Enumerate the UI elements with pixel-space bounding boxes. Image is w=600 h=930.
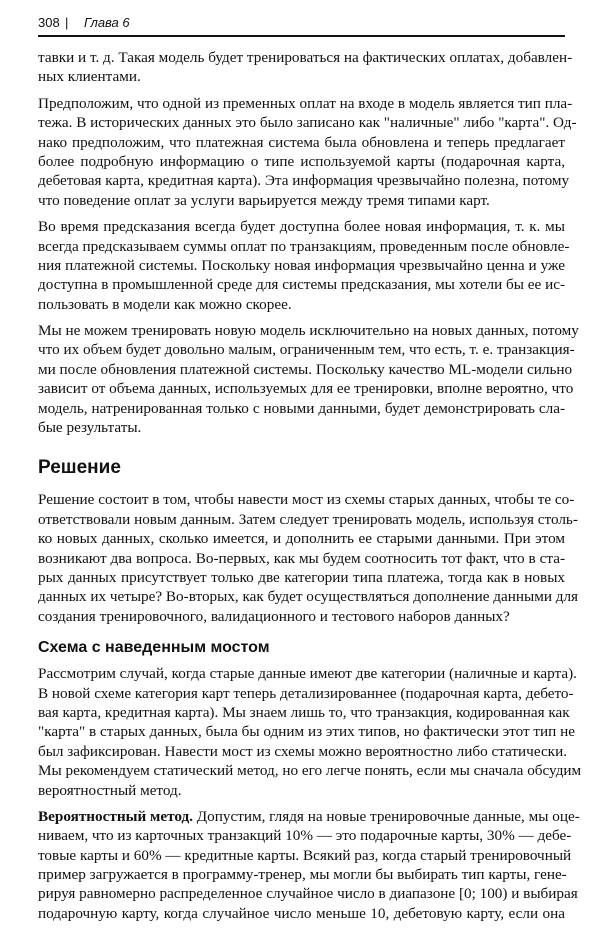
subsection-heading: Схема с наведенным мостом: [38, 639, 270, 657]
header-separator: |: [65, 15, 69, 30]
text-line: дебетовая карта, кредитная карта). Эта информация чрезвычайно полезна, потому: [38, 172, 570, 190]
text-line: Решение состоит в том, чтобы навести мост из схемы старых данных, чтобы те со-: [38, 491, 575, 509]
text-line: модель, натренированная только с новыми данными, будет демонстрировать сла-: [38, 399, 565, 417]
text-line: подарочную карту, когда случайное число меньше 10, дебетовую карту, если она: [38, 904, 565, 922]
text-line: рых данных присутствует только две категории типа платежа, тогда как в новых: [38, 568, 565, 586]
paragraph: [38, 664, 582, 800]
paragraph: [38, 807, 580, 923]
text-line: вая карта, кредитная карта). Мы знаем лишь то, что транзакция, кодированная как: [38, 703, 570, 721]
text-line: Рассмотрим случай, когда старые данные имеют две категории (наличные и карта).: [38, 665, 577, 683]
text-line: данных их четыре? Во-вторых, как будет осуществляться дополнение данными для: [38, 588, 579, 606]
running-header: [38, 11, 565, 37]
paragraph: [38, 48, 573, 87]
text-line: "карта" в старых данных, была бы одним из этих типов, но фактически этот тип не: [38, 723, 575, 741]
run-in-heading: Вероятностный метод.: [38, 807, 193, 825]
text-line: товые карты и 60% — кредитные карты. Всякий раз, когда старый тренировочный: [38, 846, 572, 864]
text-line: Мы не можем тренировать новую модель исключительно на новых данных, потому: [38, 322, 579, 340]
text-line: всегда предсказываем суммы оплат по транзакциям, проведенным после обновле-: [38, 237, 570, 255]
page-body: [38, 48, 582, 930]
text-line: ко новых данных, сколько имеется, и дополнить ее старыми данными. При этом: [38, 530, 565, 548]
text-line: зависит от объема данных, используемых для ее тренировки, вполне вероятно, что: [38, 380, 574, 398]
text-line: ниваем, что из карточных транзакций 10% — это подарочные карты, 30% — дебе-: [38, 827, 572, 845]
text-line: ответствовали новым данным. Затем следует тренировать модель, используя столь-: [38, 510, 578, 528]
text-line: Во время предсказания всегда будет доступна более новая информация, т. к. мы: [38, 218, 565, 236]
text-line: ми после обновления платежной системы. Поскольку качество ML-модели сильно: [38, 360, 573, 378]
text-line: [38, 807, 580, 826]
text-line: создания тренировочного, валидационного и тестового наборов данных?: [38, 607, 510, 625]
text-line: В новой схеме категория карт теперь детализированнее (подарочная карта, дебето-: [38, 684, 574, 702]
text-line: тавки и т. д. Такая модель будет тренироваться на фактических оплатах, добавлен-: [38, 49, 573, 66]
paragraph: [38, 321, 579, 437]
text-line: бые результаты.: [38, 419, 142, 437]
text-line: более подробную информацию о типе используемой карты (подарочная карта,: [38, 152, 565, 170]
text-line: ных клиентами.: [38, 68, 141, 86]
paragraph: [38, 217, 570, 314]
paragraph: [38, 94, 577, 210]
text-line: доступна в промышленной среде для системы предсказания, мы хотели бы ее ис-: [38, 276, 565, 294]
section-heading: Решение: [38, 457, 121, 479]
text-line: пользовать в модели как можно скорее.: [38, 295, 292, 313]
text-line: что поведение оплат за услуги варьируется между тремя типами карт.: [38, 191, 490, 209]
text-line: был зафиксирован. Навести мост из схемы можно вероятностно либо статически.: [38, 742, 567, 760]
text-run: Допустим, глядя на новые тренировочные данные, мы оце-: [192, 807, 580, 825]
text-line: рируя равномерно распределенное случайное число в диапазоне [0; 100) и выбирая: [38, 885, 578, 903]
text-line: что их объем будет довольно малым, ограниченным тем, что есть, т. е. транзакция-: [38, 341, 575, 359]
paragraph: [38, 490, 579, 626]
text-line: вероятностный метод.: [38, 781, 182, 799]
text-line: Мы рекомендуем статический метод, но его легче понять, если мы сначала обсудим: [38, 762, 582, 780]
chapter-title: Глава 6: [84, 15, 130, 30]
text-line: возникают два вопроса. Во-первых, как мы будем соотносить тот факт, что в ста-: [38, 549, 565, 567]
page-number: 308: [38, 15, 60, 30]
text-line: нако предположим, что платежная система была обновлена и теперь предлагает: [38, 133, 565, 151]
text-line: Предположим, что одной из пременных оплат на входе в модель является тип пла-: [38, 94, 573, 112]
text-line: пример загружается в программу-тренер, мы могли бы выбирать тип карты, гене-: [38, 866, 567, 884]
text-line: тежа. В исторических данных это было записано как "наличные" либо "карта". Од-: [38, 114, 577, 132]
text-line: ния платежной системы. Поскольку новая информация чрезвычайно ценна и уже: [38, 256, 565, 274]
